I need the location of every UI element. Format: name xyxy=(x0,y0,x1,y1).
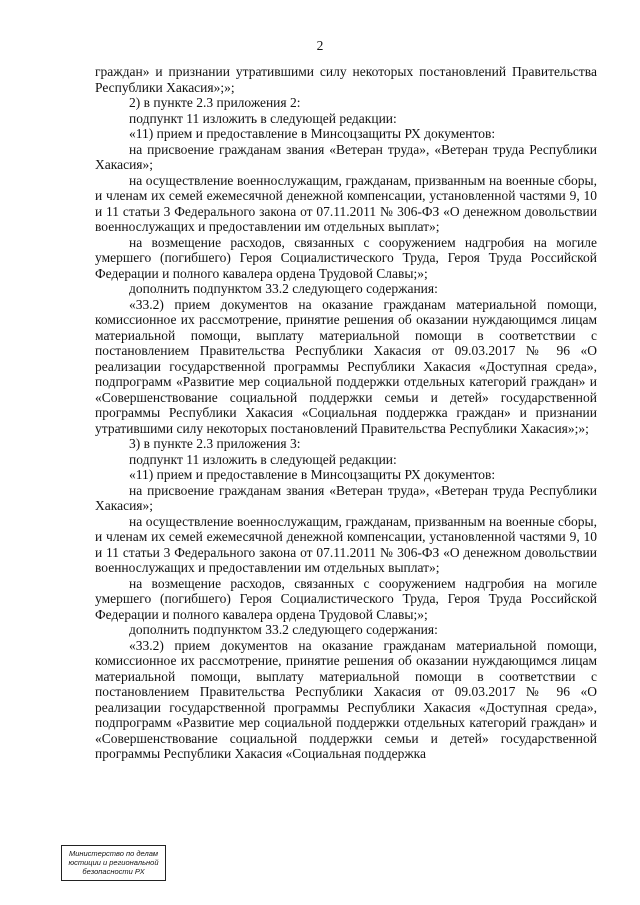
paragraph: «33.2) прием документов на оказание гражданам материальной помощи, комиссионное их рассмотрение, принятие решения об оказании нуждающимся лицам материальной помощи, выплату материальной помощи в соответствии с постановлением Правительства Республики Хакасия от 09.03.2017 № 96 «О реализации государственной программы Республики Хакасия «Доступная среда», подпрограмм «Развитие мер социальной поддержки отдельных категорий граждан» и «Совершенствование социальной поддержки семьи и детей» государственной программы Республики Хакасия «Социальная поддержка xyxy=(95,637,597,761)
paragraph: «33.2) прием документов на оказание гражданам материальной помощи, комиссионное их рассмотрение, принятие решения об оказании нуждающимся лицам материальной помощи, выплату материальной помощи в соответствии с постановлением Правительства Республики Хакасия от 09.03.2017 № 96 «О реализации государственной программы Республики Хакасия «Доступная среда», подпрограмм «Развитие мер социальной поддержки отдельных категорий граждан» и «Совершенствование социальной поддержки семьи и детей» государственной программы Республики Хакасия «Социальная поддержка граждан» и признании утратившими силу некоторых постановлений Правительства Республики Хакасия»;»; xyxy=(95,296,597,436)
paragraph: на возмещение расходов, связанных с сооружением надгробия на могиле умершего (погибшего) Героя Социалистического Труда, Героя Труда Российской Федерации и полного кавалера ордена Трудовой Славы;»; xyxy=(95,575,597,622)
stamp-line: юстиции и региональной xyxy=(68,858,159,867)
paragraph: 3) в пункте 2.3 приложения 3: xyxy=(129,436,301,451)
page-number: 2 xyxy=(316,38,324,53)
paragraph: граждан» и признании утратившими силу некоторых постановлений Правительства Республики Хакасия»;»; xyxy=(95,64,597,95)
paragraph: 2) в пункте 2.3 приложения 2: xyxy=(129,95,301,110)
stamp-line: Министерство по делам xyxy=(68,849,159,858)
paragraph: подпункт 11 изложить в следующей редакции: xyxy=(129,451,397,467)
paragraph: на присвоение гражданам звания «Ветеран труда», «Ветеран труда Республики Хакасия»; xyxy=(95,141,597,172)
paragraph: дополнить подпунктом 33.2 следующего содержания: xyxy=(129,281,438,296)
paragraph: на осуществление военнослужащим, гражданам, призванным на военные сборы, и членам их семей ежемесячной денежной компенсации, установленной частями 9, 10 и 11 статьи 3 Федерального закона от 07.11.2011 № 306-ФЗ «О денежном довольствии военнослужащих и предоставлении им отдельных выплат»; xyxy=(95,172,597,234)
paragraph: дополнить подпунктом 33.2 следующего содержания: xyxy=(129,622,438,637)
paragraph: «11) прием и предоставление в Минсоцзащиты РХ документов: xyxy=(129,126,496,141)
paragraph: «11) прием и предоставление в Минсоцзащиты РХ документов: xyxy=(129,467,496,482)
ministry-stamp xyxy=(61,845,166,881)
paragraph: на осуществление военнослужащим, гражданам, призванным на военные сборы, и членам их семей ежемесячной денежной компенсации, установленной частями 9, 10 и 11 статьи 3 Федерального закона от 07.11.2011 № 306-ФЗ «О денежном довольствии военнослужащих и предоставлении им отдельных выплат»; xyxy=(95,513,597,575)
paragraph: на присвоение гражданам звания «Ветеран труда», «Ветеран труда Республики Хакасия»; xyxy=(95,482,597,513)
stamp-line: безопасности РХ xyxy=(82,867,145,876)
document-body xyxy=(95,64,597,762)
paragraph: подпункт 11 изложить в следующей редакции: xyxy=(129,110,397,126)
paragraph: на возмещение расходов, связанных с сооружением надгробия на могиле умершего (погибшего) Героя Социалистического Труда, Героя Труда Российской Федерации и полного кавалера ордена Трудовой Славы;»; xyxy=(95,234,597,281)
